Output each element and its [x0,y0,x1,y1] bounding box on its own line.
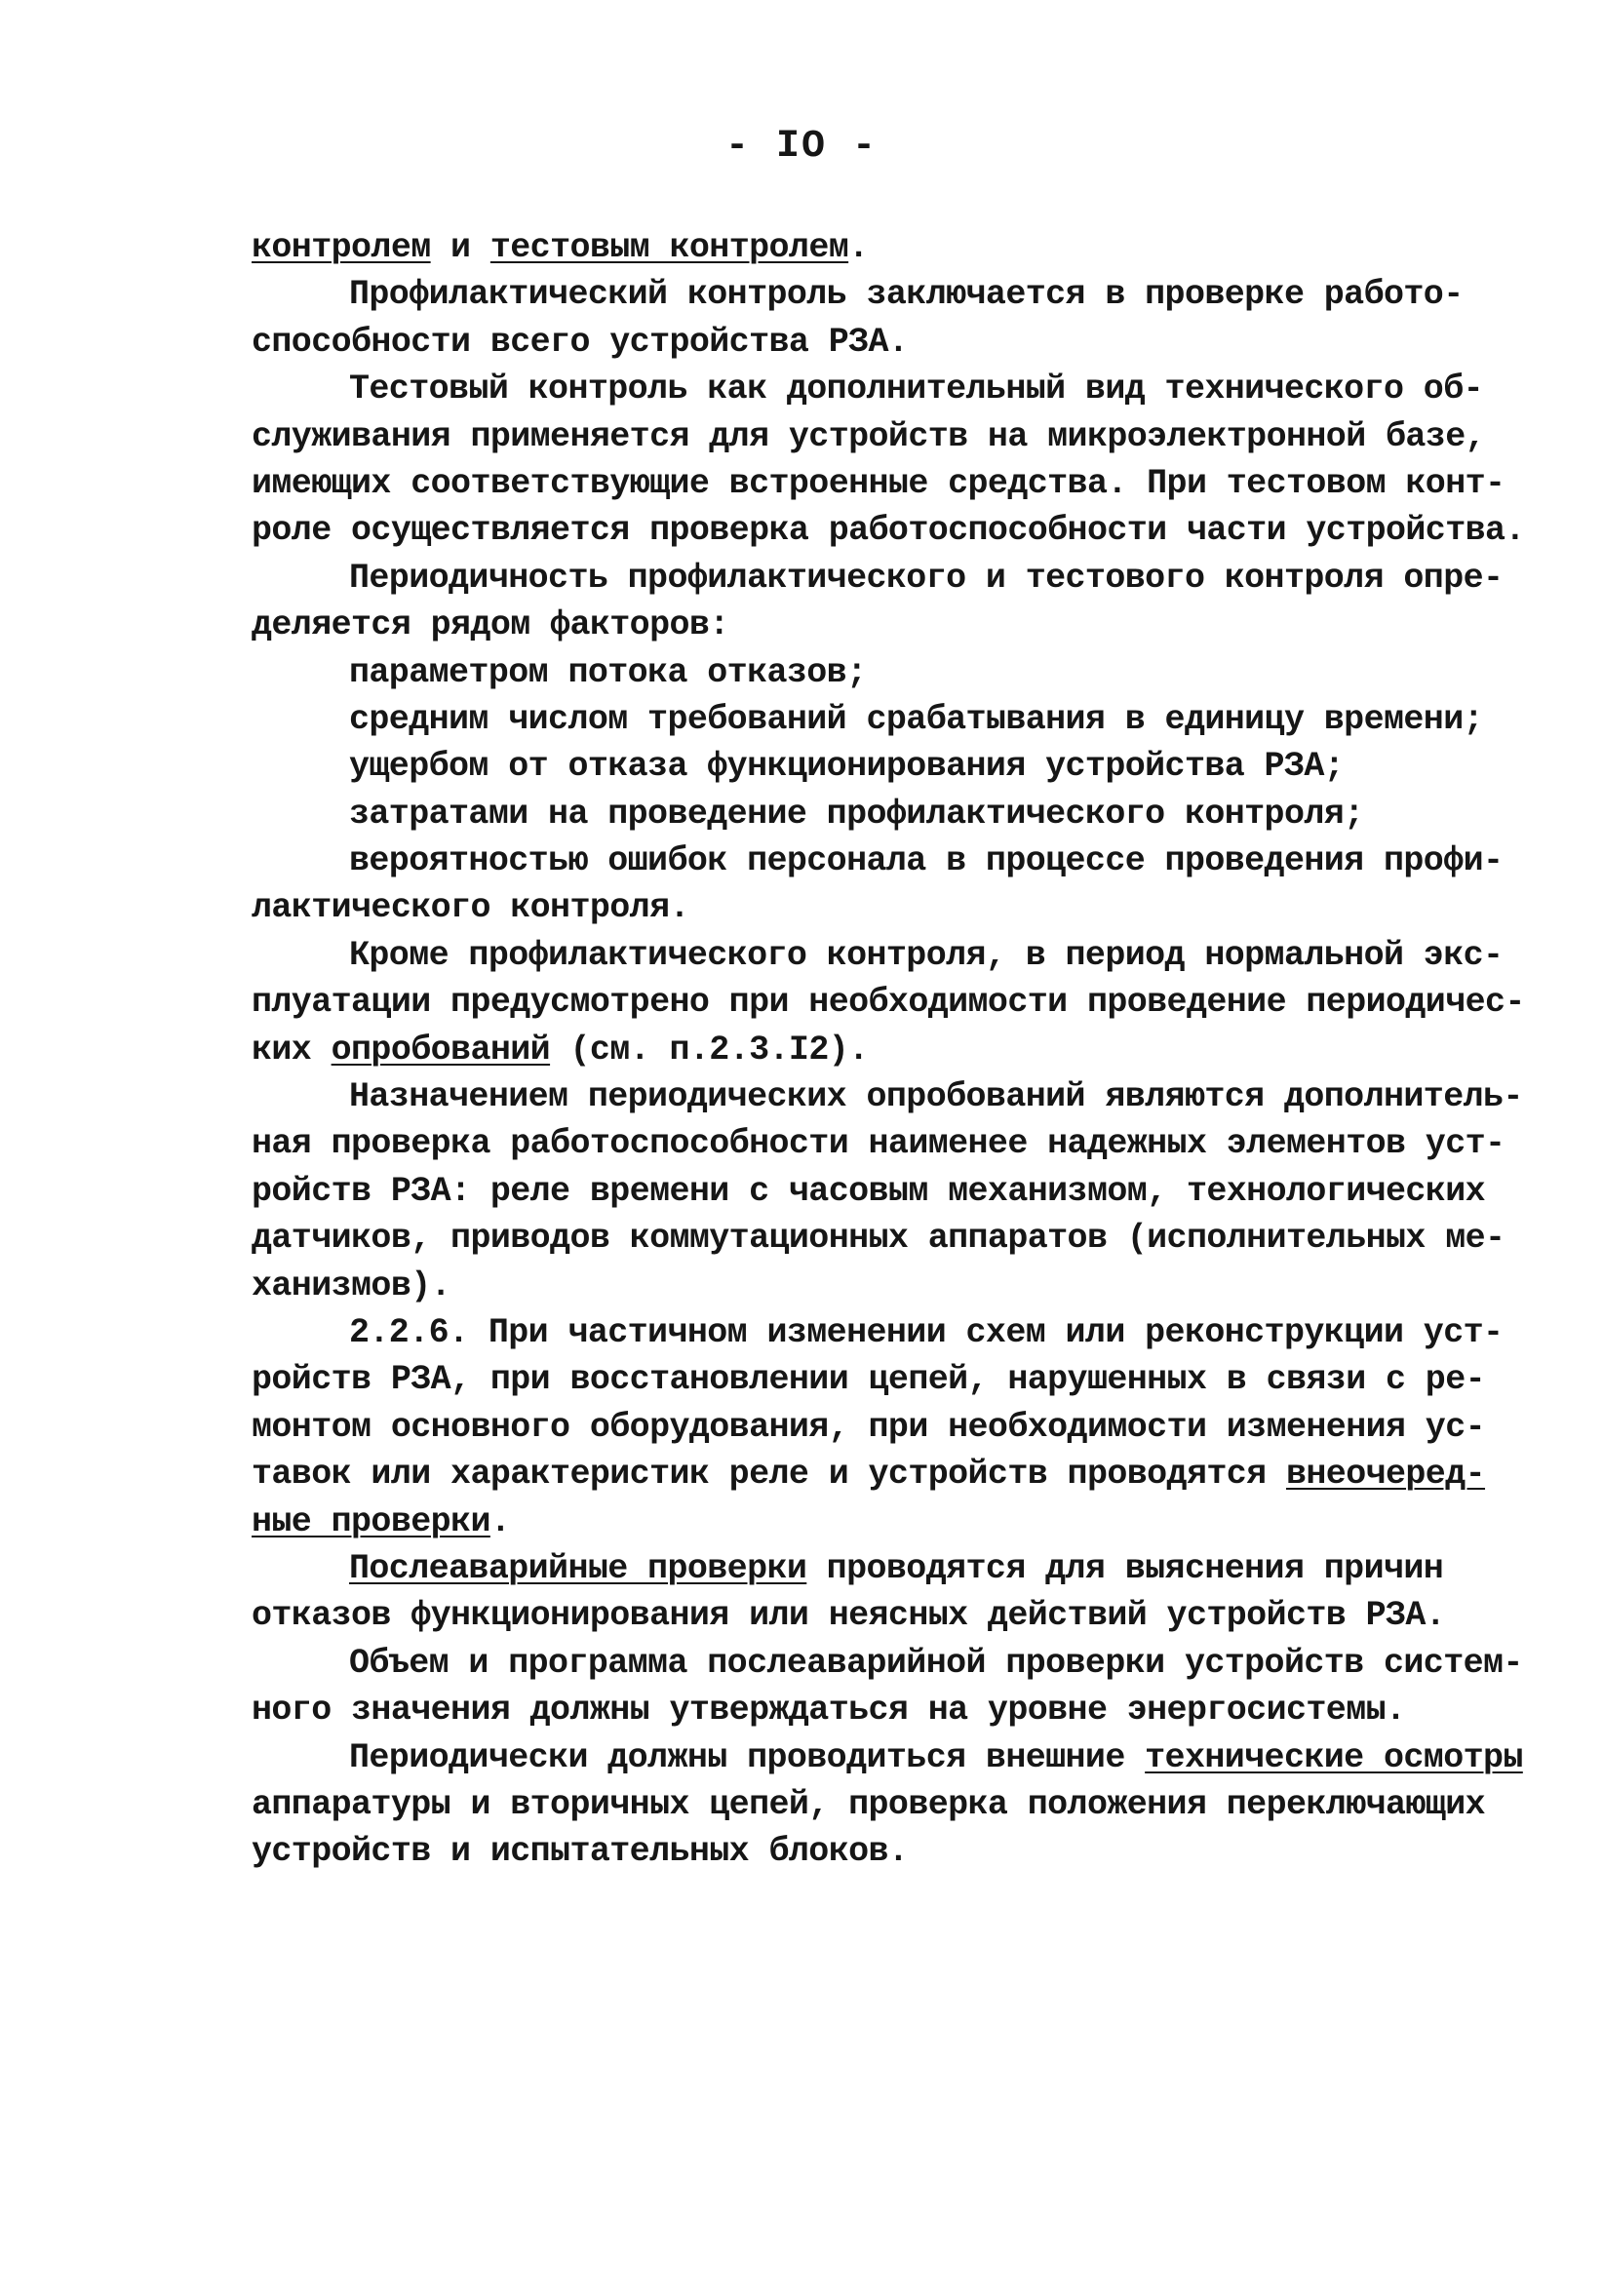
text-segment: средним числом требований срабатывания в единицу времени; [349,699,1483,739]
text-line [252,649,1490,696]
underlined-term: технические осмотры [1145,1737,1523,1777]
text-segment: лактического контроля. [252,888,689,928]
page-number: - IO - [724,125,879,169]
text-line [252,1828,1490,1875]
text-line [252,791,1490,837]
text-segment: деляется рядом факторов: [252,605,729,645]
text-line [252,1451,1490,1498]
text-line [252,1168,1490,1215]
text-line [252,319,1490,366]
text-line [252,1356,1490,1403]
underlined-term: контролем [252,228,431,267]
text-segment: ная проверка работоспособности наименее надежных элементов уст- [252,1124,1505,1164]
text-line [252,413,1490,460]
text-line [252,271,1490,318]
text-line [252,555,1504,602]
text-line [252,1027,1490,1073]
text-line [252,224,1490,271]
underlined-term: Послеаварийные проверки [349,1548,807,1588]
text-segment: датчиков, приводов коммутационных аппаратов (исполнительных ме- [252,1219,1505,1259]
text-line [252,743,1490,790]
text-segment: 2.2.6. При частичном изменении схем или реконструкции уст- [349,1312,1504,1352]
text-segment: параметром потока отказов; [349,652,867,692]
text-segment: и [430,228,490,267]
text-segment: тавок или характеристик реле и устройств проводятся [252,1455,1286,1495]
text-line [252,1404,1490,1451]
text-segment: роле осуществляется проверка работоспособности части устройства. [252,511,1525,551]
text-line [252,1120,1505,1167]
text-line [252,1498,1490,1545]
text-line [252,602,1490,648]
text-line [252,1545,1490,1592]
text-line [252,1640,1523,1687]
text-segment: способности всего устройства РЗА. [252,322,909,362]
text-line [252,460,1505,507]
text-segment: Периодичность профилактического и тестового контроля опре- [349,558,1504,598]
text-segment: ного значения должны утверждаться на уровне энергосистемы. [252,1691,1406,1731]
text-segment: . [848,228,869,267]
text-segment: ройств РЗА, при восстановлении цепей, нарушенных в связи с ре- [252,1360,1486,1400]
underlined-term: опробований [331,1030,551,1070]
text-segment: ких [252,1030,332,1070]
text-segment: Профилактический контроль заключается в проверке работо- [349,275,1464,315]
text-segment: Периодически должны проводиться внешние [349,1737,1146,1777]
text-line [252,1263,1490,1309]
text-line [252,1734,1523,1781]
text-line [252,1687,1490,1733]
text-segment: ройств РЗА: реле времени с часовым механизмом, технологических [252,1171,1486,1211]
text-segment: проводятся для выяснения причин [806,1548,1444,1588]
text-segment: Объем и программа послеаварийной проверки устройств систем- [349,1643,1523,1683]
text-segment: имеющих соответствующие встроенные средства. При тестовом конт- [252,463,1505,503]
body-text [252,224,1525,1876]
text-segment: вероятностью ошибок персонала в процессе проведения профи- [349,841,1504,881]
text-segment: Кроме профилактического контроля, в период нормальной экс- [349,935,1504,975]
text-segment: Назначением периодических опробований являются дополнитель- [349,1077,1523,1117]
text-line [252,1073,1523,1120]
text-line [252,1309,1504,1356]
underlined-term: ные проверки [252,1501,490,1541]
underlined-term: внеочеред- [1285,1455,1486,1495]
text-line [252,979,1525,1026]
text-line [252,884,1490,931]
text-segment: . [489,1501,511,1541]
text-segment: аппаратуры и вторичных цепей, проверка положения переключающих [252,1784,1486,1824]
text-segment: монтом основного оборудования, при необходимости изменения ус- [252,1407,1486,1447]
text-segment: ущербом от отказа функционирования устройства РЗА; [349,747,1345,787]
text-line [252,837,1504,884]
text-segment: затратами на проведение профилактического контроля; [349,794,1364,834]
text-line [252,507,1525,554]
text-line [252,696,1490,743]
text-line [252,932,1504,979]
text-segment: служивания применяется для устройств на микроэлектронной базе, [252,416,1486,456]
text-segment: плуатации предусмотрено при необходимости проведение периодичес- [252,983,1525,1023]
text-line [252,1781,1490,1828]
text-line [252,366,1490,412]
text-segment: ханизмов). [252,1265,451,1305]
text-line [252,1215,1505,1262]
text-line [252,1592,1490,1639]
text-segment: отказов функционирования или неясных действий устройств РЗА. [252,1596,1446,1636]
text-segment: Тестовый контроль как дополнительный вид технического об- [349,370,1483,409]
text-segment: (см. п.2.3.I2). [550,1030,869,1070]
text-segment: устройств и испытательных блоков. [252,1832,909,1872]
underlined-term: тестовым контролем [489,228,849,267]
